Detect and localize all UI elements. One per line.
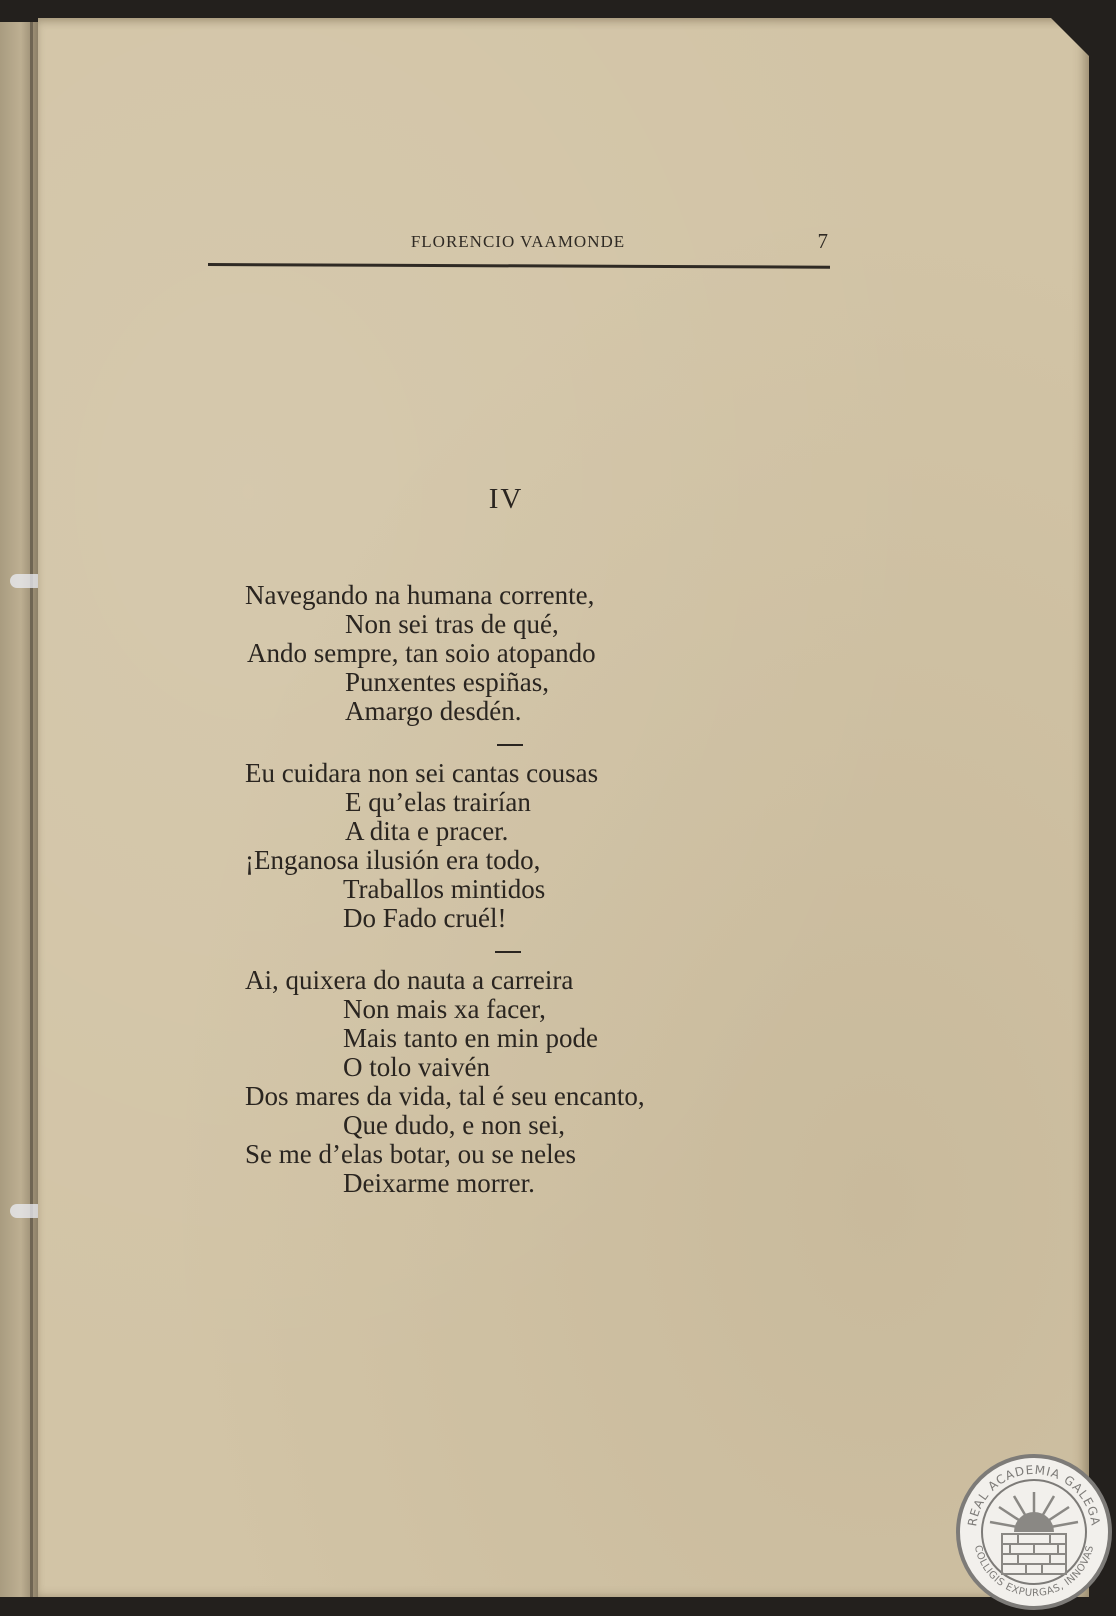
poem-line: ¡Enganosa ilusión era todo, [245,845,541,875]
poem-line: O tolo vaivén [343,1052,490,1082]
seal-text-top: REAL ACADEMIA GALEGA [965,1462,1103,1528]
stanza [245,581,805,726]
poem-line: Mais tanto en min pode [343,1023,598,1053]
poem-line: Navegando na humana corrente, [245,580,595,610]
academy-seal-stamp [954,1452,1114,1612]
spine-shadow [30,22,33,1597]
poem-line: Amargo desdén. [345,696,522,726]
page-number: 7 [817,229,828,253]
poem-line: Punxentes espiñas, [345,667,549,697]
poem-line: Non sei tras de qué, [345,609,559,639]
seal-text-bottom: COLLIGIS EXPURGAS, INNOVAS [971,1544,1097,1600]
poem-line: Que dudo, e non sei, [343,1110,565,1140]
poem-line: Ando sempre, tan soio atopando [247,638,596,668]
poem-line: Non mais xa facer, [343,994,546,1024]
book-page [38,18,1089,1597]
poem [245,581,805,1198]
poem-line: Dos mares da vida, tal é seu encanto, [245,1081,645,1111]
stanza-separator [495,951,521,953]
section-heading: IV [488,483,524,515]
stanza-separator [497,744,523,746]
poem-line: Deixarme morrer. [343,1168,535,1198]
seal-icon [954,1452,1114,1612]
folded-corner [1051,18,1089,56]
running-head [208,229,828,262]
poem-line: Ai, quixera do nauta a carreira [245,965,574,995]
stanza [245,759,805,933]
poem-line: Do Fado cruél! [343,903,507,933]
facing-page-edge [0,22,38,1597]
poem-line: Traballos mintidos [343,874,546,904]
poem-line: Eu cuidara non sei cantas cousas [245,758,599,788]
header-rule [208,263,830,269]
poem-line: E qu’elas trairían [345,787,531,817]
stanza [245,966,805,1198]
poem-line: A dita e pracer. [345,816,509,846]
running-head-author: FLORENCIO VAAMONDE [410,232,626,251]
poem-line: Se me d’elas botar, ou se neles [245,1139,577,1169]
